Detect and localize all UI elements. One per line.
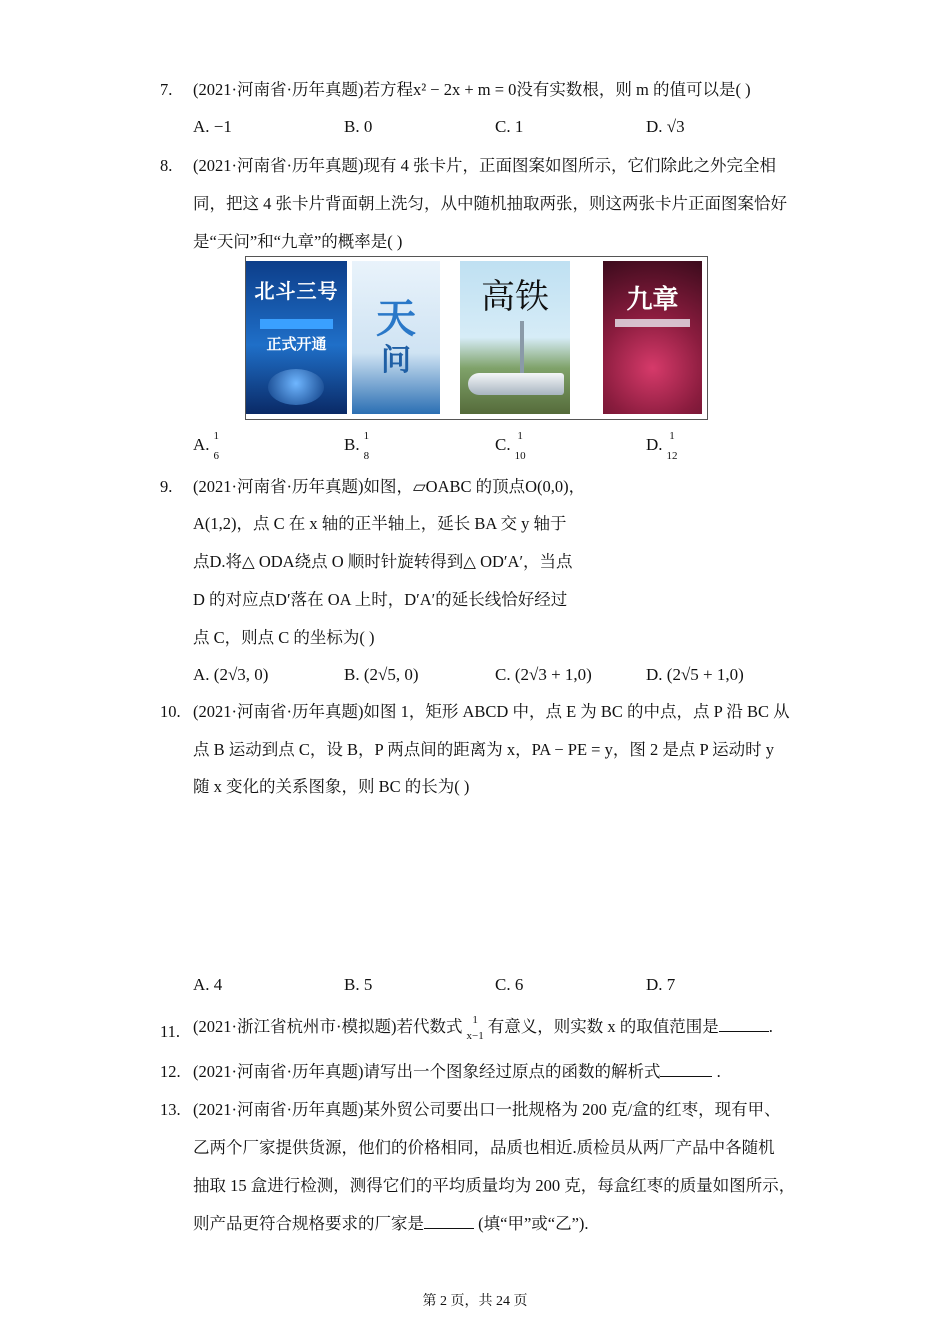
question-9-line-1: (2021·河南省·历年真题)如图，▱OABC 的顶点O(0,0)， xyxy=(193,477,586,496)
question-9-line-3: 点D.将△ ODA绕点 O 顺时针旋转得到△ OD′A′，当点 xyxy=(193,552,573,571)
question-9-option-a: A. (2√3, 0) xyxy=(193,665,269,684)
question-9-line-5: 点 C，则点 C 的坐标为( ) xyxy=(193,628,375,647)
question-13-line-2: 乙两个厂家提供货源，他们的价格相同，品质也相近.质检员从两厂产品中各随机 xyxy=(193,1138,775,1157)
question-10-option-c: C. 6 xyxy=(495,975,524,994)
question-7-option-a: A. −1 xyxy=(193,117,232,136)
question-8-option-d: D. 1 12 xyxy=(646,430,678,462)
card-beidou-image xyxy=(246,261,347,414)
question-8-line-2: 同，把这 4 张卡片背面朝上洗匀，从中随机抽取两张，则这两张卡片正面图案恰好 xyxy=(193,194,787,213)
train-graphic xyxy=(468,373,564,395)
card-gaotie-title: 高铁 xyxy=(481,277,549,317)
question-9-option-b: B. (2√5, 0) xyxy=(344,665,419,684)
question-11-number: 11. xyxy=(160,1022,181,1041)
answer-blank-11[interactable] xyxy=(719,1017,769,1032)
card-tianwen-image xyxy=(352,261,440,414)
earth-globe-graphic xyxy=(268,369,324,405)
question-7-option-b: B. 0 xyxy=(344,117,373,136)
question-13-line-3: 抽取 15 盒进行检测，测得它们的平均质量均为 200 克，每盒红枣的质量如图所示， xyxy=(193,1176,796,1195)
question-9-option-d: D. (2√5 + 1,0) xyxy=(646,665,744,684)
page-footer: 第 2 页，共 24 页 xyxy=(422,1294,528,1309)
card-tianwen-title: 天 xyxy=(376,296,416,342)
question-12-number: 12. xyxy=(160,1062,181,1081)
question-8-option-a: A. 1 6 xyxy=(193,430,220,462)
card-jiuzhang-image xyxy=(603,261,702,414)
question-13-number: 13. xyxy=(160,1100,181,1119)
question-13-line-1: (2021·河南省·历年真题)某外贸公司要出口一批规格为 200 克/盒的红枣，现有甲、 xyxy=(193,1100,781,1119)
question-13-line-4: 则产品更符合规格要求的厂家是 (填“甲”或“乙”). xyxy=(193,1214,589,1233)
question-7-number: 7. xyxy=(160,80,173,99)
question-10-line-2: 点 B 运动到点 C，设 B，P 两点间的距离为 x，PA − PE = y，图 2 是点 P 运动时 y xyxy=(193,740,775,759)
question-11-stem: (2021·浙江省杭州市·模拟题)若代数式 1 x−1 有意义，则实数 x 的取值范围是 . xyxy=(193,1014,773,1042)
card-beidou-subtitle: 正式开通 xyxy=(266,335,327,353)
answer-blank-12[interactable] xyxy=(660,1062,712,1077)
question-10-option-d: D. 7 xyxy=(646,975,676,994)
question-9-line-2: A(1,2)，点 C 在 x 轴的正半轴上，延长 BA 交 y 轴于 xyxy=(193,514,567,533)
question-7-option-d: D. √3 xyxy=(646,117,685,136)
question-10-line-1: (2021·河南省·历年真题)如图 1，矩形 ABCD 中，点 E 为 BC 的中点，点 P 沿 BC 从 xyxy=(193,702,790,721)
tower-graphic xyxy=(520,321,524,376)
question-10-option-b: B. 5 xyxy=(344,975,373,994)
cards-figure xyxy=(245,256,708,420)
card-beidou-banner xyxy=(260,319,333,329)
question-12-stem: (2021·河南省·历年真题)请写出一个图象经过原点的函数的解析式 . xyxy=(193,1062,721,1081)
question-7-stem: (2021·河南省·历年真题)若方程x² − 2x + m = 0没有实数根，则 m 的值可以是( ) xyxy=(193,80,751,99)
question-8-number: 8. xyxy=(160,156,173,175)
answer-blank-13[interactable] xyxy=(424,1214,474,1229)
question-8-line-1: (2021·河南省·历年真题)现有 4 张卡片，正面图案如图所示，它们除此之外完全相 xyxy=(193,156,776,175)
question-9-number: 9. xyxy=(160,477,173,496)
question-8-line-3: 是“天问”和“九章”的概率是( ) xyxy=(193,232,403,251)
card-jiuzhang-banner xyxy=(615,319,690,327)
card-tianwen-subtitle: 问 xyxy=(381,343,411,378)
question-8-option-c: C. 1 10 xyxy=(495,430,526,462)
question-10-number: 10. xyxy=(160,702,181,721)
card-gaotie-image xyxy=(460,261,570,414)
question-8-option-b: B. 1 8 xyxy=(344,430,370,462)
question-9-line-4: D 的对应点D′落在 OA 上时，D′A′的延长线恰好经过 xyxy=(193,590,568,609)
question-10-line-3: 随 x 变化的关系图象，则 BC 的长为( ) xyxy=(193,777,470,796)
card-jiuzhang-title: 九章 xyxy=(626,285,679,315)
question-7-option-c: C. 1 xyxy=(495,117,524,136)
question-10-option-a: A. 4 xyxy=(193,975,223,994)
question-9-option-c: C. (2√3 + 1,0) xyxy=(495,665,592,684)
card-beidou-title: 北斗三号 xyxy=(254,279,339,303)
